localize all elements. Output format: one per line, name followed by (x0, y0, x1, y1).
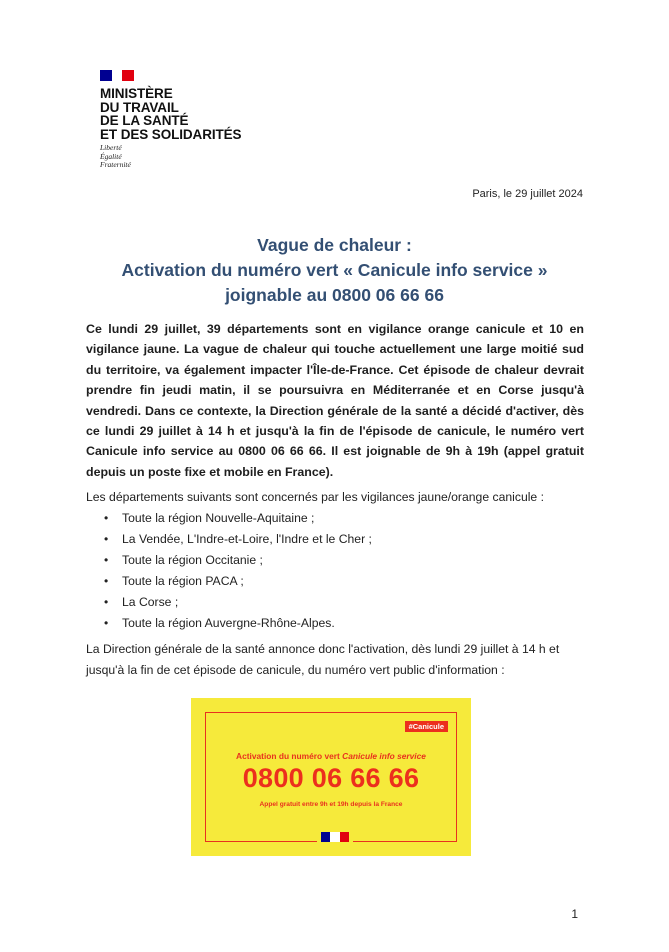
lead-paragraph: Ce lundi 29 juillet, 39 départements sont en vigilance orange canicule et 10 en vigilance jaune. La vague de chaleur qui touche actuellement une large moitié sud du territoire, va également impacter l'Île-de-France. Cet épisode de chaleur devrait prendre fin jeudi matin, il se poursuivra en Méditerranée et en Corse jusqu'à vendredi. Dans ce contexte, la Direction générale de la santé a décidé d'activer, dès ce lundi 29 juillet à 14 h et jusqu'à la fin de l'épisode de canicule, le numéro vert Canicule info service au 0800 06 66 66. Il est joignable de 9h à 19h (appel gratuit depuis un poste fixe et mobile en France). (86, 322, 584, 479)
title-line: Vague de chaleur : (257, 235, 412, 255)
hashtag-badge: #Canicule (405, 721, 448, 732)
bullet-icon: • (104, 574, 109, 588)
list-item (104, 592, 372, 613)
bullet-icon: • (104, 532, 109, 546)
ministry-logo (100, 70, 241, 170)
list-item-text: La Corse ; (122, 595, 179, 609)
list-item (104, 571, 372, 592)
list-item (104, 529, 372, 550)
list-item-text: Toute la région Occitanie ; (122, 553, 263, 567)
french-flag-icon (317, 832, 353, 842)
title-line: Activation du numéro vert « Canicule info service » (121, 260, 548, 280)
document-date: Paris, le 29 juillet 2024 (472, 188, 583, 200)
list-item-text: Toute la région Auvergne-Rhône-Alpes. (122, 616, 335, 630)
page-number: 1 (571, 907, 578, 921)
hotline-banner (191, 698, 471, 856)
bullet-icon: • (104, 511, 109, 525)
document-title (60, 233, 609, 308)
ministry-line: MINISTÈRE (100, 86, 173, 101)
motto-line: Égalité (100, 151, 122, 161)
banner-heading-prefix: Activation du numéro vert (236, 751, 343, 761)
list-item-text: Toute la région Nouvelle-Aquitaine ; (122, 511, 315, 525)
bullet-icon: • (104, 595, 109, 609)
republic-motto (100, 144, 241, 170)
french-flag-icon (100, 70, 134, 81)
bullet-icon: • (104, 553, 109, 567)
intro-paragraph: Les départements suivants sont concernés par les vigilances jaune/orange canicule : (86, 490, 544, 504)
region-list (104, 508, 372, 634)
closing-paragraph: La Direction générale de la santé annonce donc l'activation, dès lundi 29 juillet à 14 h et jusqu'à la fin de cet épisode de canicule, du numéro vert public d'information : (86, 642, 560, 677)
banner-hours: Appel gratuit entre 9h et 19h depuis la France (259, 801, 403, 808)
banner-heading-service: Canicule info service (342, 751, 426, 761)
ministry-line: ET DES SOLIDARITÉS (100, 126, 242, 142)
bullet-icon: • (104, 616, 109, 630)
hotline-number: 0800 06 66 66 (242, 763, 420, 793)
list-item-text: La Vendée, L'Indre-et-Loire, l'Indre et le Cher ; (122, 532, 372, 546)
ministry-name (100, 87, 241, 141)
ministry-line: DU TRAVAIL (100, 99, 179, 115)
banner-heading (206, 751, 456, 761)
list-item (104, 613, 372, 634)
list-item (104, 550, 372, 571)
ministry-line: DE LA SANTÉ (100, 113, 189, 128)
list-item (104, 508, 372, 529)
banner-frame (205, 712, 457, 842)
motto-line: Fraternité (100, 160, 131, 169)
motto-line: Liberté (100, 143, 122, 152)
list-item-text: Toute la région PACA ; (122, 574, 244, 588)
title-line: joignable au 0800 06 66 66 (225, 285, 444, 305)
